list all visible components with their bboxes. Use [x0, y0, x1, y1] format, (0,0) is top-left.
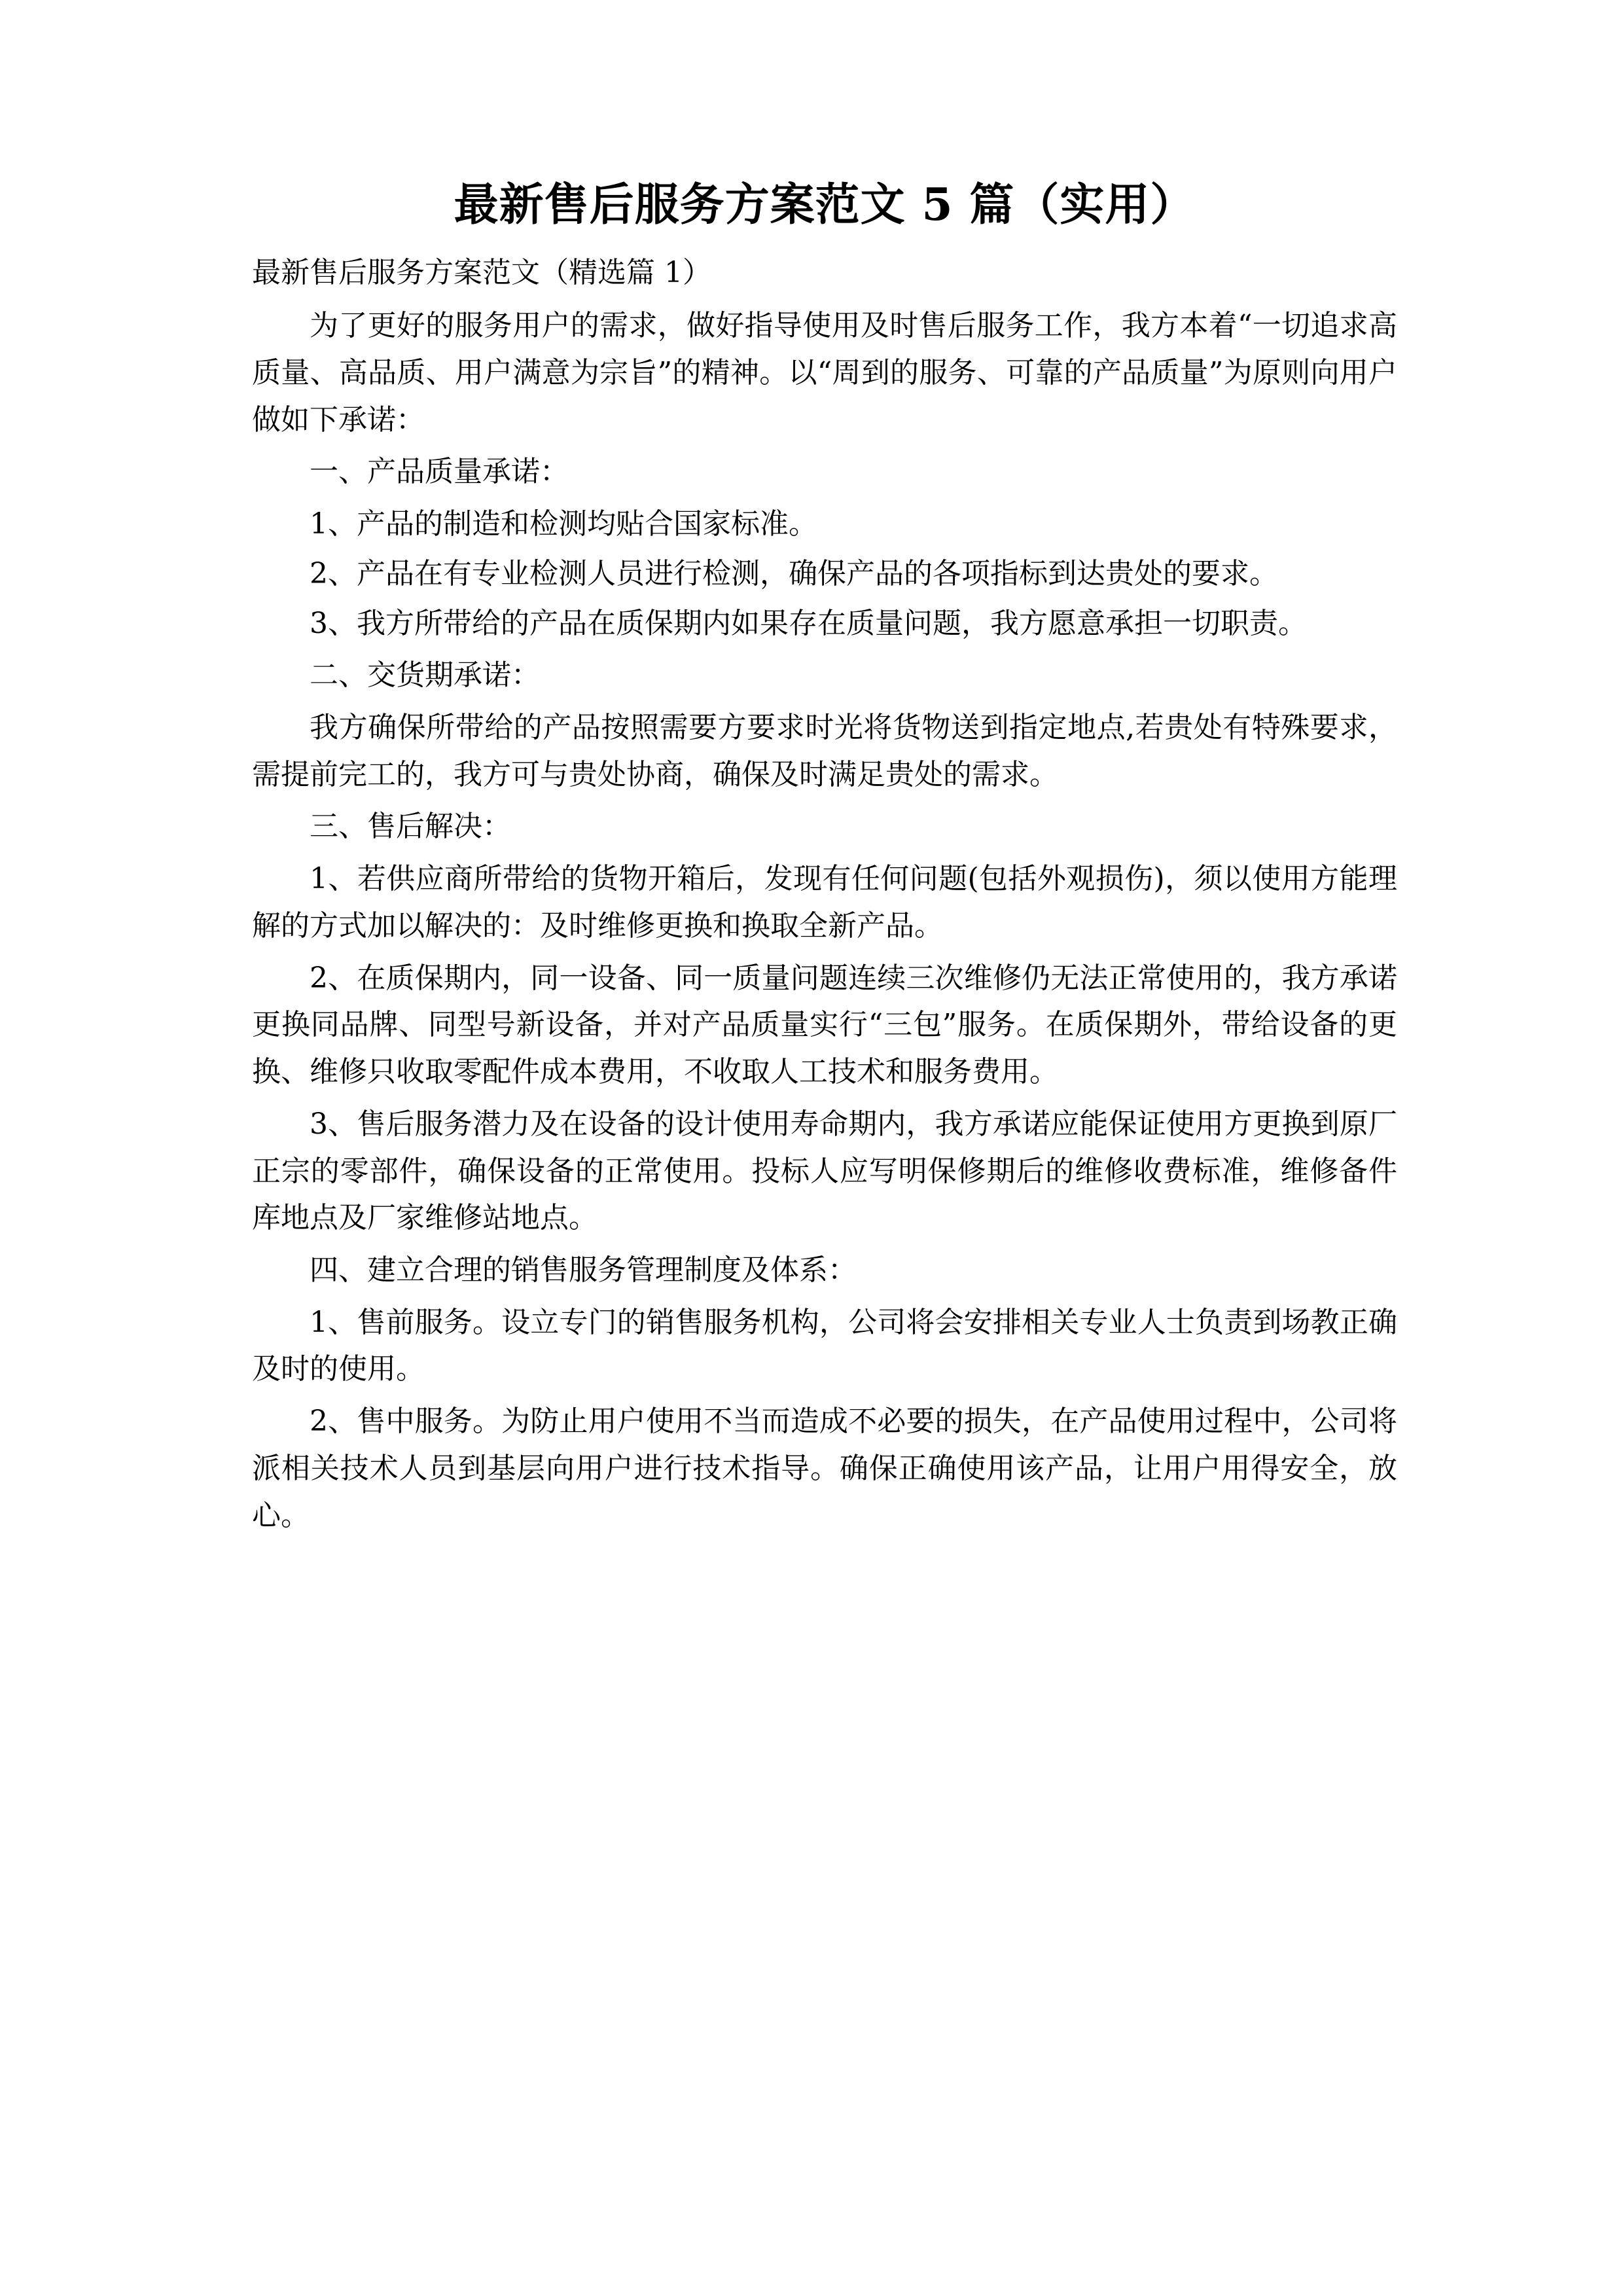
- list-item-4-1: 1、售前服务。设立专门的销售服务机构，公司将会安排相关专业人士负责到场教正确及时的使用。: [252, 1305, 1397, 1386]
- document-subtitle: 最新售后服务方案范文（精选篇 1）: [252, 256, 711, 290]
- list-item-3-1: 1、若供应商所带给的货物开箱后，发现有任何问题(包括外观损伤)，须以使用方能理解的方式加以解决的：及时维修更换和换取全新产品。: [252, 862, 1397, 942]
- section-heading-two: 二、交货期承诺：: [310, 658, 540, 692]
- list-item-1-2: 2、产品在有专业检测人员进行检测，确保产品的各项指标到达贵处的要求。: [310, 556, 1278, 590]
- list-item-3-2: 2、在质保期内，同一设备、同一质量问题连续三次维修仍无法正常使用的，我方承诺更换同品牌、同型号新设备，并对产品质量实行“三包”服务。在质保期外，带给设备的更换、维修只收取零配件成本费用，不收取人工技术和服务费用。: [252, 961, 1397, 1089]
- list-item-4-2: 2、售中服务。为防止用户使用不当而造成不必要的损失，在产品使用过程中，公司将派相关技术人员到基层向用户进行技术指导。确保正确使用该产品，让用户用得安全，放心。: [252, 1405, 1397, 1532]
- list-item-1-3: 3、我方所带给的产品在质保期内如果存在质量问题，我方愿意承担一切职责。: [310, 606, 1307, 640]
- paragraph-intro: 为了更好的服务用户的需求，做好指导使用及时售后服务工作，我方本着“一切追求高质量、高品质、用户满意为宗旨”的精神。以“周到的服务、可靠的产品质量”为原则向用户做如下承诺：: [252, 309, 1397, 437]
- page-title: 最新售后服务方案范文 5 篇（实用）: [454, 179, 1196, 231]
- section-heading-three: 三、售后解决：: [310, 810, 511, 844]
- section-heading-four: 四、建立合理的销售服务管理制度及体系：: [310, 1253, 857, 1287]
- document-body: [252, 177, 1397, 1544]
- list-item-1-1: 1、产品的制造和检测均贴合国家标准。: [310, 507, 817, 541]
- section-heading-one: 一、产品质量承诺：: [310, 455, 569, 489]
- paragraph-delivery-commitment: 我方确保所带给的产品按照需要方要求时光将货物送到指定地点,若贵处有特殊要求，需提前完工的，我方可与贵处协商，确保及时满足贵处的需求。: [252, 711, 1397, 791]
- list-item-3-3: 3、售后服务潜力及在设备的设计使用寿命期内，我方承诺应能保证使用方更换到原厂正宗的零部件，确保设备的正常使用。投标人应写明保修期后的维修收费标准，维修备件库地点及厂家维修站地点。: [252, 1107, 1397, 1235]
